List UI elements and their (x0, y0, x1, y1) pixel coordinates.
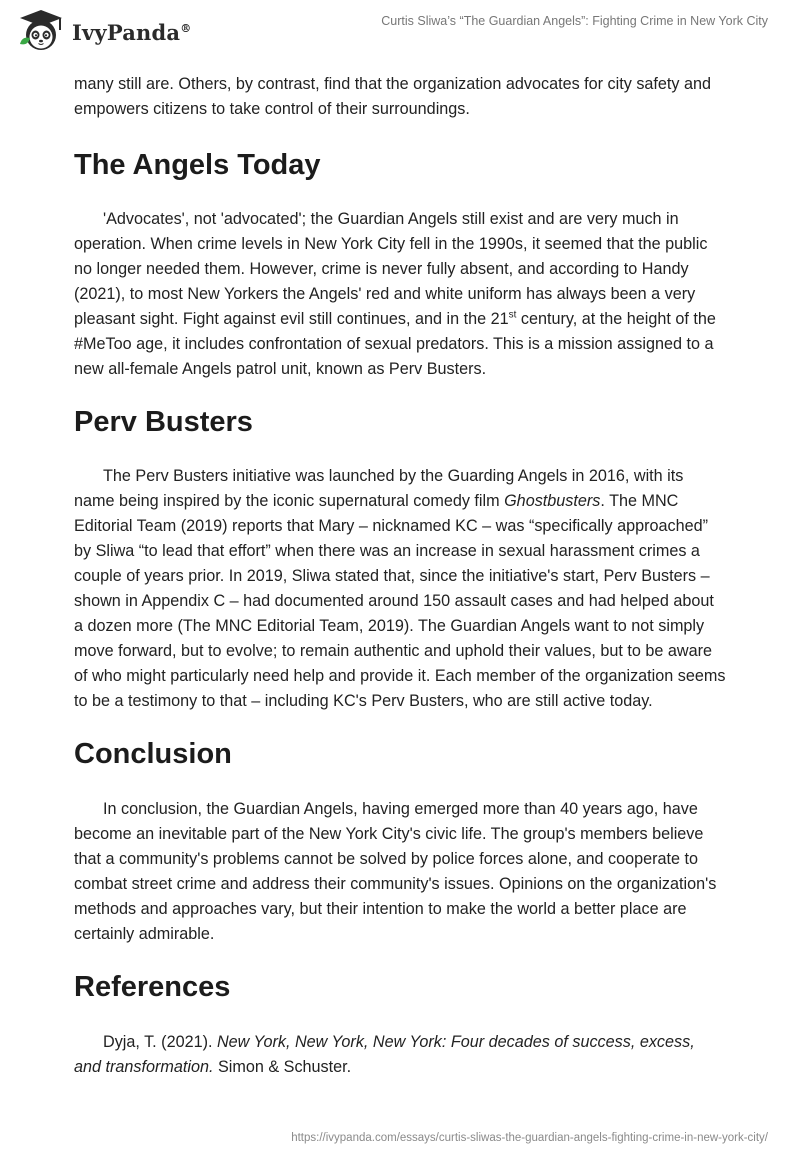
angels-today-paragraph: 'Advocates', not 'advocated'; the Guardian Angels still exist and are very much in operation. When crime levels in New York City fell in the 1990s, it seemed that the public no longer needed them. However, crime is never fully absent, and according to Handy (2021), to most New Yorkers the Angels' red and white uniform has always been a very pleasant sight. Fight against evil still continues, and in the 21st century, at the height of the #MeToo age, it includes confrontation of sexual predators. This is a mission assigned to a new all-female Angels patrol unit, known as Perv Busters. (74, 210, 716, 378)
ivypanda-logo[interactable] (16, 8, 191, 57)
essay-content (74, 72, 726, 1080)
document-title: Curtis Sliwa’s “The Guardian Angels”: Fighting Crime in New York City (381, 14, 768, 28)
panda-logo-icon (16, 8, 66, 57)
source-url[interactable]: https://ivypanda.com/essays/curtis-sliwas-the-guardian-angels-fighting-crime-in-new-york-city/ (291, 1132, 768, 1144)
heading-perv-busters: Perv Busters (74, 406, 253, 438)
heading-angels-today: The Angels Today (74, 149, 321, 181)
conclusion-paragraph: In conclusion, the Guardian Angels, having emerged more than 40 years ago, have become an inevitable part of the New York City's civic life. The group's members believe that a community's problems cannot be solved by police forces alone, and cooperate to combat street crime and address their community's issues. Opinions on the organization's methods and approaches vary, but their intention to make the world a better place are certainly admirable. (74, 800, 717, 943)
heading-conclusion: Conclusion (74, 738, 232, 770)
film-title: Ghostbusters (504, 492, 601, 510)
intro-paragraph: many still are. Others, by contrast, find that the organization advocates for city safety and empowers citizens to take control of their surroundings. (74, 75, 712, 118)
heading-references: References (74, 971, 231, 1003)
page-header (0, 0, 800, 64)
reference-title: New York, New York, New York: Four decades of success, excess, and transformation. (74, 1033, 695, 1076)
reference-entry: Dyja, T. (2021). New York, New York, New York: Four decades of success, excess, and transformation. Simon & Schuster. (74, 1033, 695, 1076)
perv-busters-paragraph: The Perv Busters initiative was launched by the Guarding Angels in 2016, with its name being inspired by the iconic supernatural comedy film Ghostbusters. The MNC Editorial Team (2019) reports that Mary – nicknamed KC – was “specifically approached” by Sliwa “to lead that effort” when there was an increase in sexual harassment crimes a couple of years prior. In 2019, Sliwa stated that, since the initiative's start, Perv Busters – shown in Appendix C – had documented around 150 assault cases and had helped about a dozen more (The MNC Editorial Team, 2019). The Guardian Angels want to not simply move forward, but to evolve; to remain authentic and uphold their values, but to be aware of who might particularly need help and provide it. Each member of the organization seems to be a testimony to that – including KC's Perv Busters, who are still active today. (74, 467, 726, 710)
logo-text: IvyPanda® (72, 20, 192, 45)
